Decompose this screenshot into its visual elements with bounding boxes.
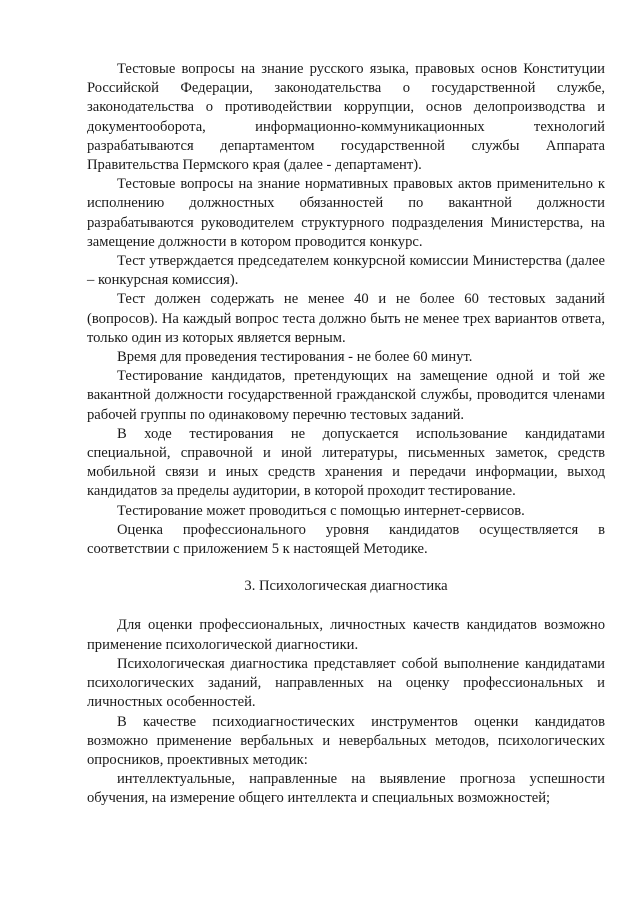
paragraph-psych-intellectual: интеллектуальные, направленные на выявление прогноза успешности обучения, на измерение общего интеллекта и специальных возможностей;	[87, 771, 605, 807]
spacer	[87, 596, 605, 616]
paragraph-test-questions-russian: Тестовые вопросы на знание русского языка, правовых основ Конституции Российской Федерации, законодательства о государственной службе, законодательства о противодействии коррупции, основ делопроизводства и документооборота, информационно-коммуникационных технологий разрабатываются департаментом государственной службы Аппарата Правительства Пермского края (далее - департамент).	[87, 61, 605, 174]
paragraph-internet-services: Тестирование может проводиться с помощью интернет-сервисов.	[117, 502, 525, 519]
section-heading: 3. Психологическая диагностика	[244, 578, 448, 595]
paragraph-psych-instruments: В качестве психодиагностических инструментов оценки кандидатов возможно применение вербальных и невербальных методов, психологических опросников, проективных методик:	[87, 713, 605, 768]
paragraph-testing-restrictions: В ходе тестирования не допускается использование кандидатами специальной, справочной и иной литературы, письменных заметок, средств мобильной связи и иных средств хранения и передачи информации, выход кандидатов за пределы аудитории, в которой проходит тестирование.	[87, 425, 605, 500]
document-page	[87, 60, 605, 809]
paragraph-testing-procedure: Тестирование кандидатов, претендующих на замещение одной и той же вакантной должности государственной гражданской службы, проводится членами рабочей группы по одинаковому перечню тестовых заданий.	[87, 368, 605, 423]
spacer	[87, 559, 605, 577]
paragraph-test-time: Время для проведения тестирования - не более 60 минут.	[117, 349, 473, 366]
paragraph-psych-purpose: Для оценки профессиональных, личностных качеств кандидатов возможно применение психологической диагностики.	[87, 617, 605, 653]
paragraph-test-questions-legal-acts: Тестовые вопросы на знание нормативных правовых актов применительно к исполнению должностных обязанностей по вакантной должности разрабатываются руководителем структурного подразделения Министерства, на замещение должности в котором проводится конкурс.	[87, 176, 605, 250]
paragraph-psych-definition: Психологическая диагностика представляет собой выполнение кандидатами психологических заданий, направленных на оценку профессиональных и личностных особенностей.	[87, 655, 605, 711]
paragraph-test-content: Тест должен содержать не менее 40 и не более 60 тестовых заданий (вопросов). На каждый вопрос теста должно быть не менее трех вариантов ответа, только один из которых является верным.	[87, 291, 605, 346]
paragraph-test-approval: Тест утверждается председателем конкурсной комиссии Министерства (далее – конкурсная комиссия).	[87, 253, 605, 289]
paragraph-assessment: Оценка профессионального уровня кандидатов осуществляется в соответствии с приложением 5 к настоящей Методике.	[87, 521, 605, 558]
